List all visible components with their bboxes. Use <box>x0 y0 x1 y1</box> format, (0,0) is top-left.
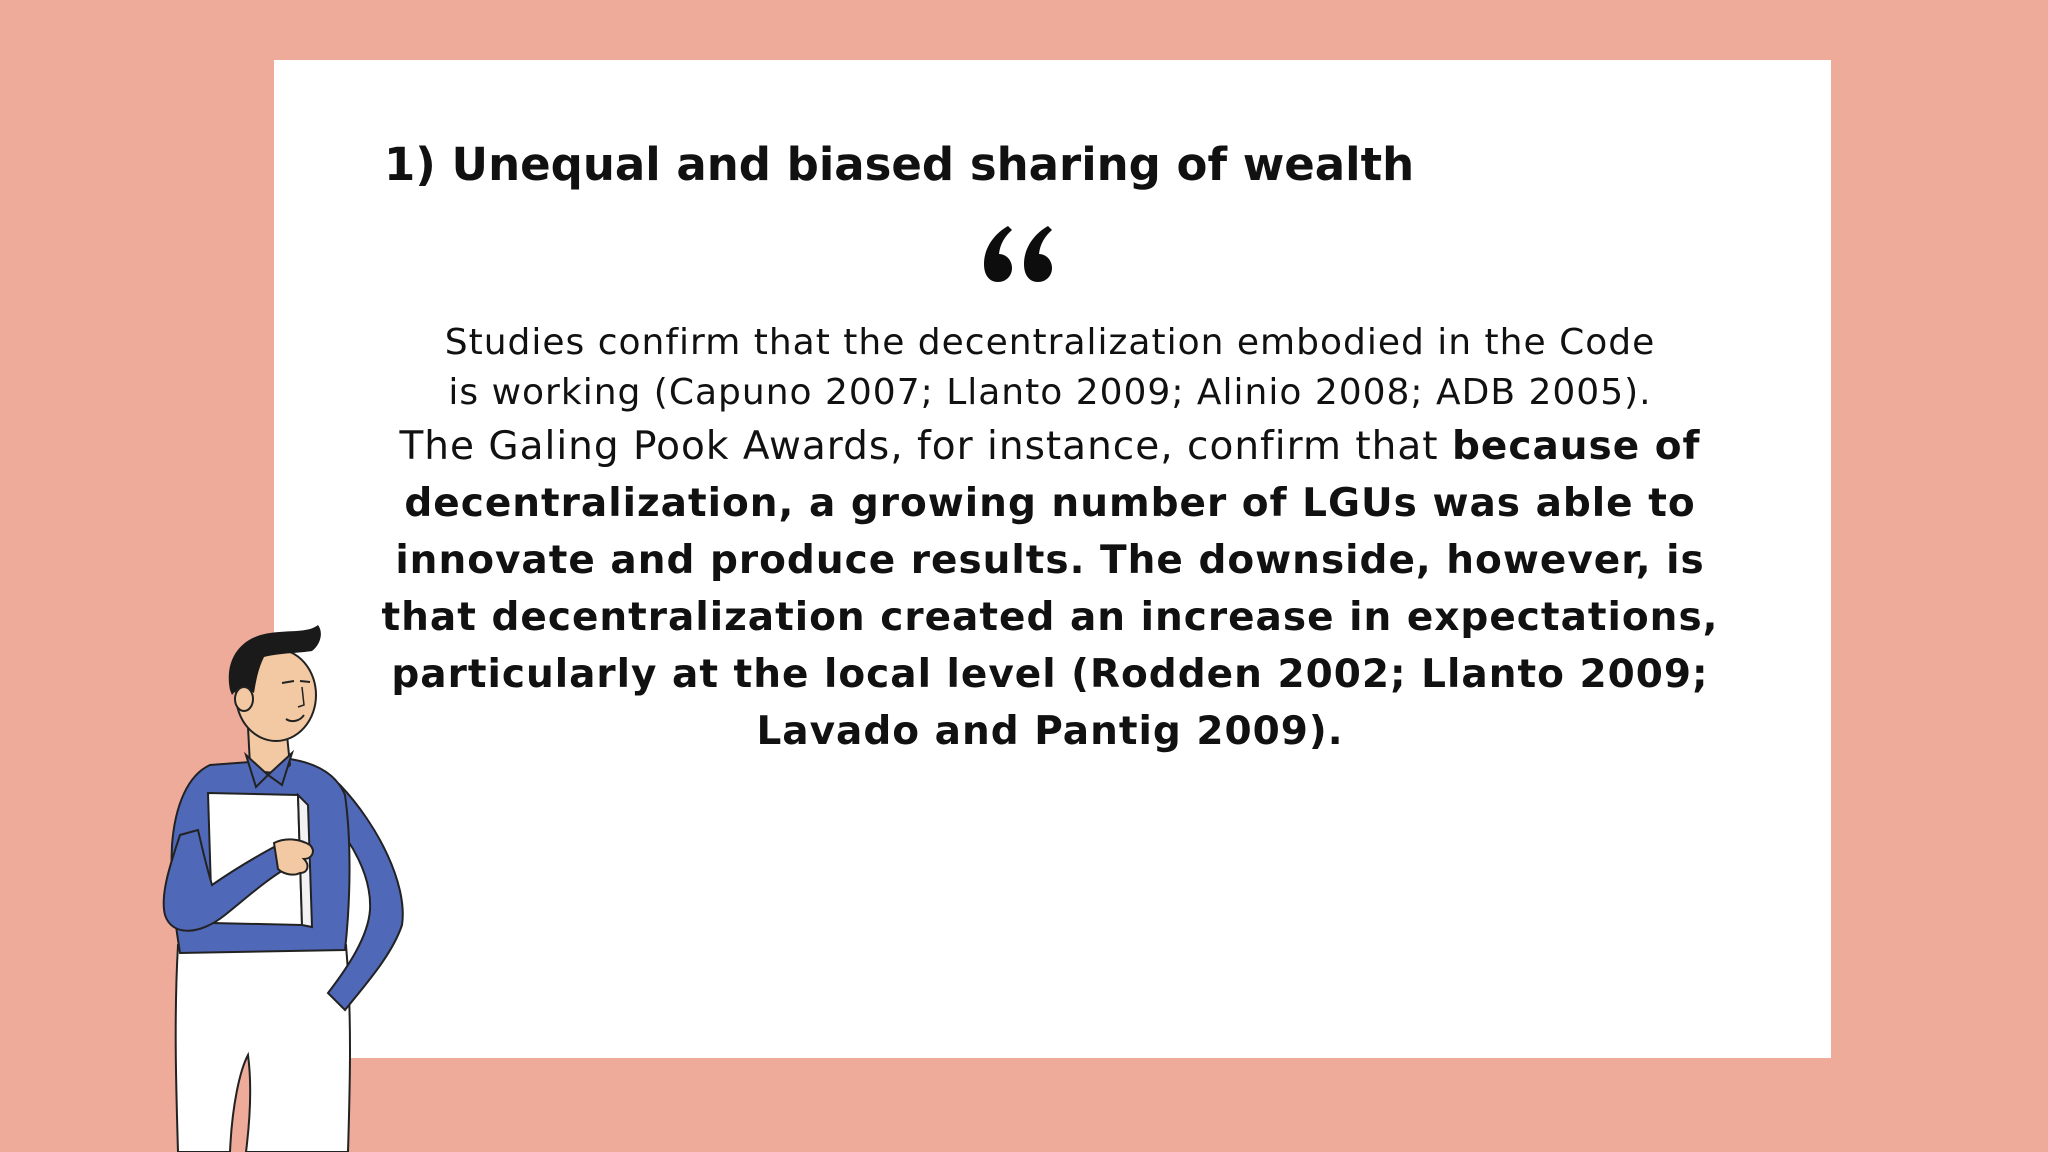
intro-line: Studies confirm that the decentralization embodied in the Code <box>444 322 1656 363</box>
quote-text <box>370 318 1730 760</box>
quote-plain-text: The Galing Pook Awards, for instance, confirm that <box>399 424 1452 469</box>
slide-heading: 1) Unequal and biased sharing of wealth <box>384 138 1415 191</box>
quote-paragraph <box>370 418 1730 760</box>
person-illustration <box>140 615 420 1152</box>
intro-line: is working (Capuno 2007; Llanto 2009; Alinio 2008; ADB 2005). <box>448 372 1652 413</box>
quote-bold-text: because of decentralization, a growing number of LGUs was able to innovate and produce results. The downside, however, is that decentralization created an increase in expectations, particularly at the local level (Rodden 2002; Llanto 2009; Lavado and Pantig 2009). <box>381 424 1719 754</box>
quotation-mark-icon <box>980 224 1065 286</box>
